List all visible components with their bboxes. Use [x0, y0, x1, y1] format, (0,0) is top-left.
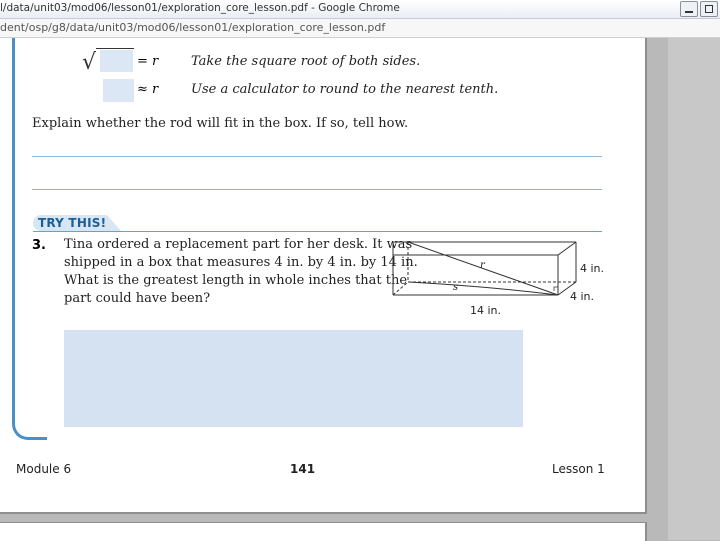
problem-line-1: Tina ordered a replacement part for her desk. It was	[64, 237, 413, 252]
radical-bar	[96, 48, 134, 49]
next-pdf-page	[0, 522, 647, 541]
problem-line-4: part could have been?	[64, 291, 211, 306]
step-2-text: Use a calculator to round to the nearest tenth.	[191, 82, 499, 97]
answer-box[interactable]	[64, 330, 523, 427]
pdf-page	[0, 38, 647, 514]
problem-line-2: shipped in a box that measures 4 in. by 4 in. by 14 in.	[64, 255, 418, 270]
window-controls	[678, 1, 718, 17]
url-text: dent/osp/g8/data/unit03/mod06/lesson01/exploration_core_lesson.pdf	[0, 21, 386, 34]
step-1-symbol: = r	[137, 54, 159, 69]
footer-lesson: Lesson 1	[552, 462, 605, 476]
square-root-symbol: √	[82, 50, 97, 75]
box-diagram	[384, 234, 614, 324]
try-this-label: TRY THIS!	[38, 216, 107, 230]
diag-label-s: s	[453, 282, 459, 293]
answer-blank-rounded[interactable]	[103, 79, 134, 102]
right-angle-mark	[554, 287, 558, 291]
address-bar[interactable]	[0, 19, 720, 38]
depth-label: 4 in.	[570, 290, 595, 303]
box-right-top-edge	[558, 242, 576, 255]
maximize-button[interactable]	[700, 1, 718, 17]
base-diagonal-s	[408, 282, 558, 295]
browser-title-bar	[0, 0, 720, 19]
footer-page-number: 141	[290, 462, 316, 476]
window-title: l/data/unit03/mod06/lesson01/exploration_core_lesson.pdf - Google Chrome	[0, 2, 400, 14]
footer-module: Module 6	[16, 462, 72, 476]
step-1-text: Take the square root of both sides.	[191, 54, 421, 69]
minimize-button[interactable]	[680, 1, 698, 17]
problem-number: 3.	[32, 238, 46, 253]
step-2-symbol: ≈ r	[137, 82, 159, 97]
explain-prompt: Explain whether the rod will fit in the box. If so, tell how.	[32, 116, 409, 131]
viewer-background	[668, 38, 720, 540]
diag-label-r: r	[480, 260, 485, 271]
height-label: 4 in.	[580, 262, 605, 275]
answer-blank-radicand[interactable]	[100, 50, 133, 72]
problem-line-3: What is the greatest length in whole inches that the	[64, 273, 408, 288]
try-this-rule	[33, 231, 602, 232]
hidden-depth-edge	[393, 282, 408, 295]
answer-line-2[interactable]	[32, 189, 602, 190]
length-label: 14 in.	[470, 304, 502, 317]
answer-line-1[interactable]	[32, 156, 602, 157]
